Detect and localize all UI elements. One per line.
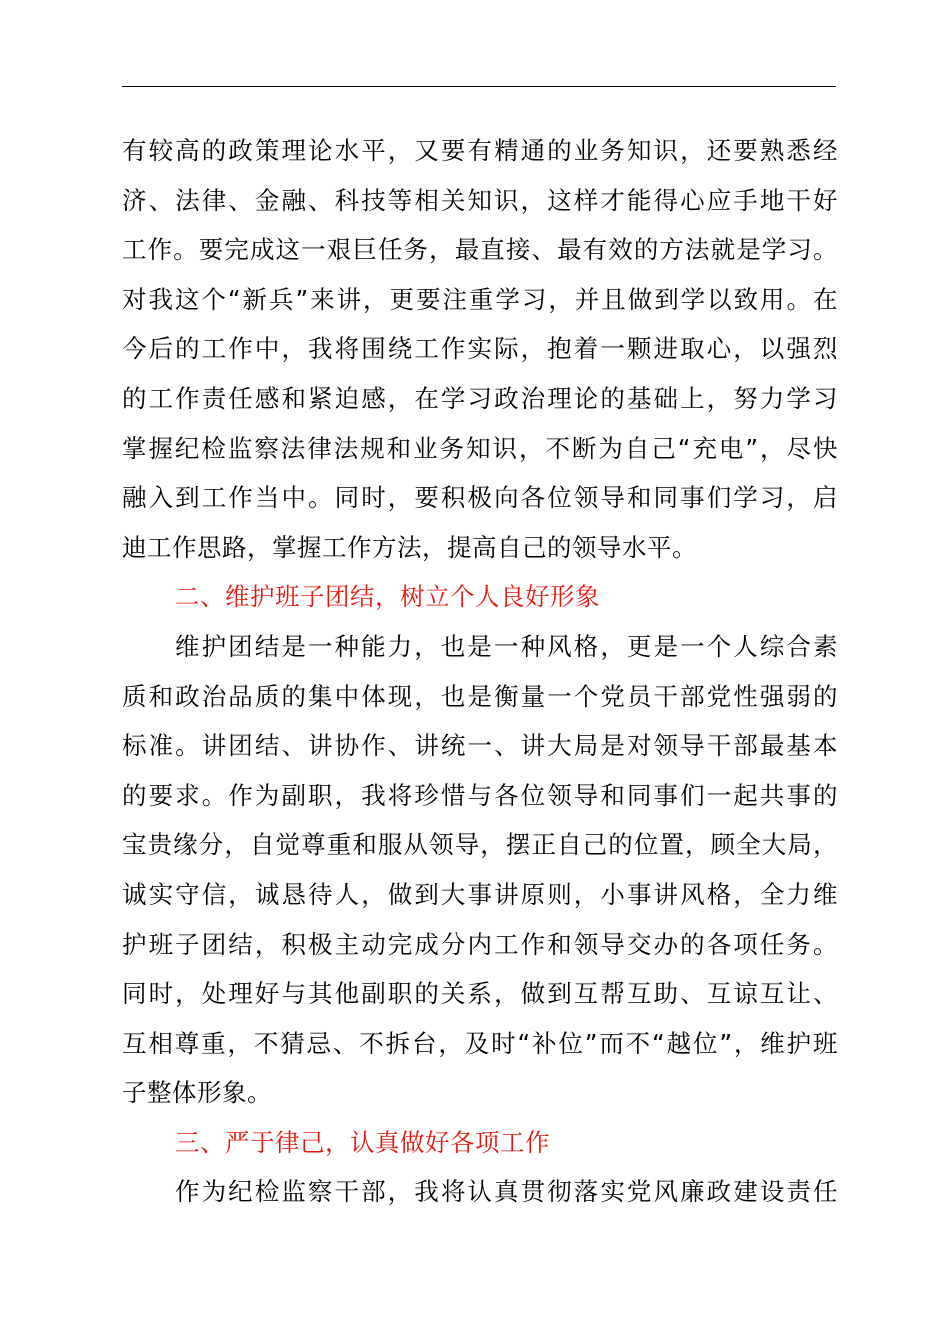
text-line: 作为纪检监察干部，我将认真贯彻落实党风廉政建设责任 (175, 1177, 838, 1207)
text-line: 子整体形象。 (122, 1078, 272, 1108)
paragraph-learning (122, 126, 838, 572)
text-line: 的要求。作为副职，我将珍惜与各位领导和同事们一起共事的 (122, 780, 838, 810)
paragraph-unity (122, 622, 838, 1118)
text-line: 护班子团结，积极主动完成分内工作和领导交办的各项任务。 (122, 929, 838, 959)
document-body (122, 126, 838, 1217)
text-line: 掌握纪检监察法律法规和业务知识，不断为自己“充电”，尽快 (122, 433, 838, 463)
text-line: 的工作责任感和紧迫感，在学习政治理论的基础上，努力学习 (122, 383, 838, 413)
text-line: 诚实守信，诚恳待人，做到大事讲原则，小事讲风格，全力维 (122, 879, 838, 909)
text-line: 有较高的政策理论水平，又要有精通的业务知识，还要熟悉经 (122, 136, 838, 165)
text-line: 工作。要完成这一艰巨任务，最直接、最有效的方法就是学习。 (122, 235, 838, 265)
text-line: 质和政治品质的集中体现，也是衡量一个党员干部党性强弱的 (122, 681, 838, 711)
text-line: 迪工作思路，掌握工作方法，提高自己的领导水平。 (122, 532, 697, 562)
section-heading-self-discipline: 三、严于律己，认真做好各项工作 (175, 1127, 550, 1157)
text-line: 今后的工作中，我将围绕工作实际，抱着一颗进取心，以强烈 (122, 334, 838, 364)
text-line: 宝贵缘分，自觉尊重和服从领导，摆正自己的位置，顾全大局， (122, 830, 838, 860)
text-line: 对我这个“新兵”来讲，更要注重学习，并且做到学以致用。在 (122, 284, 838, 314)
text-line: 维护团结是一种能力，也是一种风格，更是一个人综合素 (175, 631, 838, 661)
header-rule (122, 86, 836, 87)
text-line: 济、法律、金融、科技等相关知识，这样才能得心应手地干好 (122, 185, 838, 215)
paragraph-self-discipline (122, 1167, 838, 1217)
text-line: 同时，处理好与其他副职的关系，做到互帮互助、互谅互让、 (122, 979, 838, 1009)
text-line: 标准。讲团结、讲协作、讲统一、讲大局是对领导干部最基本 (122, 731, 838, 761)
section-heading-unity: 二、维护班子团结，树立个人良好形象 (175, 582, 600, 612)
text-line: 互相尊重，不猜忌、不拆台，及时“补位”而不“越位”，维护班 (122, 1028, 838, 1058)
text-line: 融入到工作当中。同时，要积极向各位领导和同事们学习，启 (122, 483, 838, 513)
